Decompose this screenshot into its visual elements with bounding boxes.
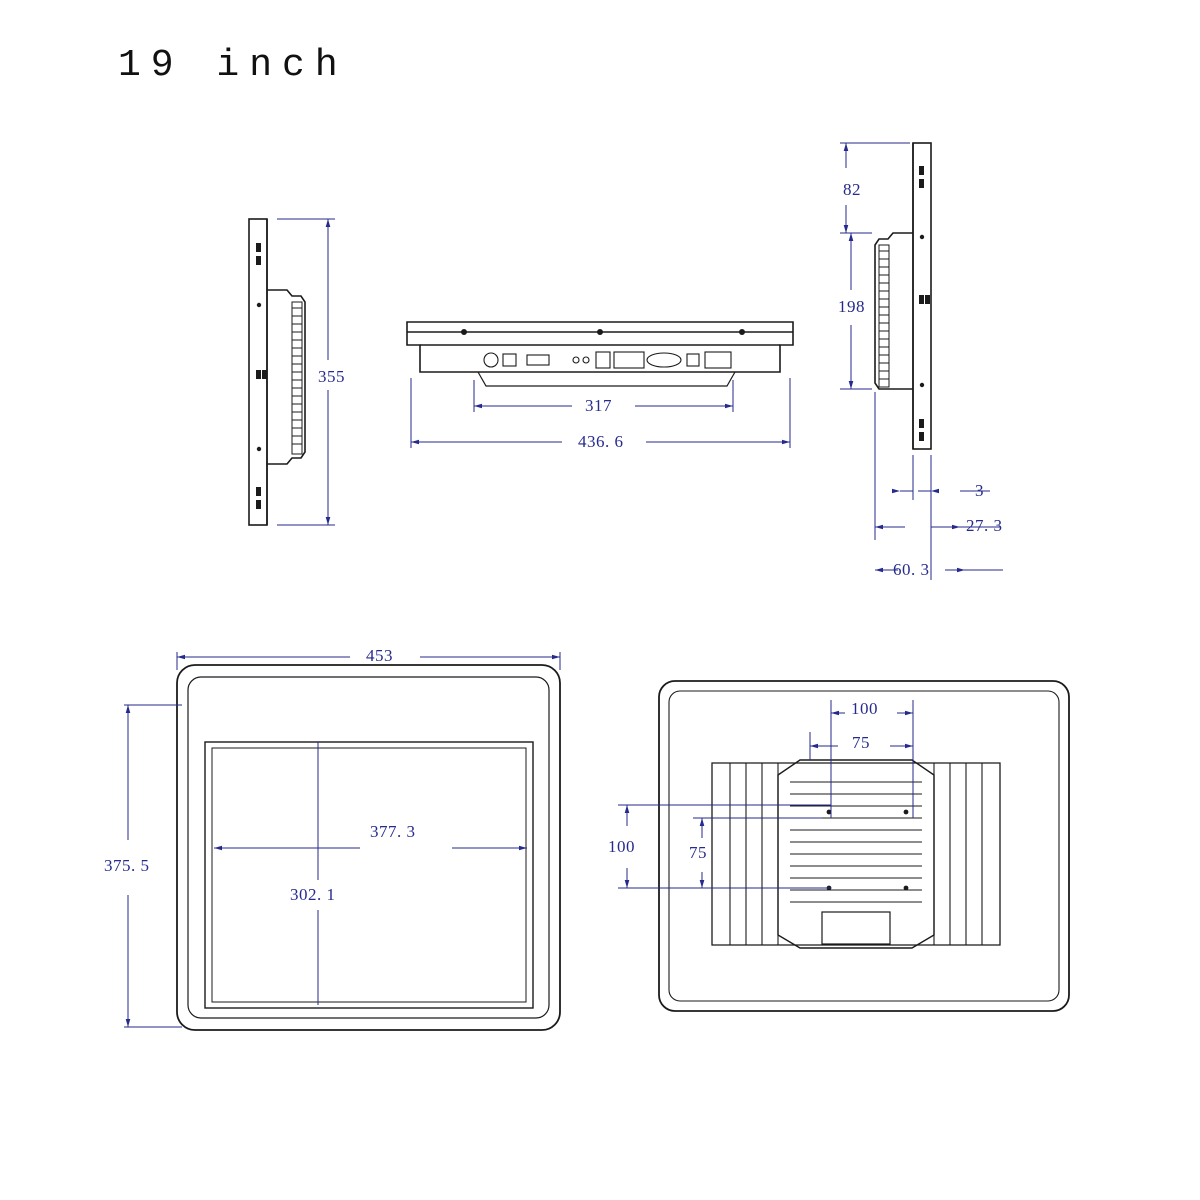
rear-view-geometry: [659, 681, 1069, 1011]
dim-top-offset: 82: [843, 180, 861, 199]
dim-body-width: 436. 6: [578, 432, 624, 451]
dim-bezel-thickness: 3: [975, 481, 984, 500]
dim-total-depth: 60. 3: [893, 560, 930, 579]
page-title: 19 inch: [118, 44, 348, 87]
right-side-view-geometry: [875, 143, 931, 449]
left-side-view-geometry: [249, 219, 305, 525]
dim-front-width: 453: [366, 646, 393, 665]
dim-screen-height: 302. 1: [290, 885, 336, 904]
bottom-edge-view-geometry: [407, 322, 793, 386]
front-view-dimensions: [124, 652, 560, 1027]
dim-front-height: 375. 5: [104, 856, 150, 875]
dim-screen-width: 377. 3: [370, 822, 416, 841]
dim-io-width: 317: [585, 396, 612, 415]
dim-bracket-height: 198: [838, 297, 865, 316]
dim-vesa-75-vertical: 75: [689, 843, 707, 862]
right-side-dimensions: [840, 143, 1003, 580]
dim-mid-depth: 27. 3: [966, 516, 1003, 535]
dim-vesa-100-horizontal: 100: [851, 699, 878, 718]
dim-side-height: 355: [318, 367, 345, 386]
dim-vesa-75-horizontal: 75: [852, 733, 870, 752]
dim-vesa-100-vertical: 100: [608, 837, 635, 856]
